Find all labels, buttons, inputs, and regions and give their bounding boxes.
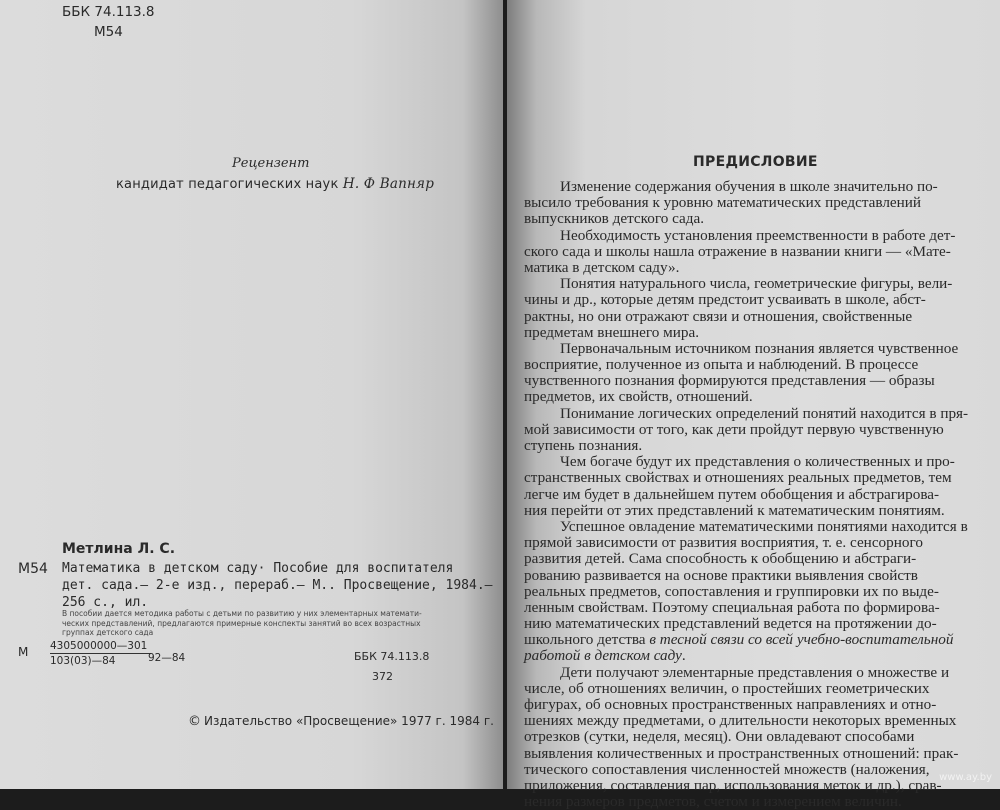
preface-line-text: выпускников детского сада. — [524, 210, 705, 228]
preface-line-text: рованию развивается на основе практики выявления свойств — [524, 566, 918, 584]
preface-line — [524, 600, 970, 616]
preface-line-text: Успешное овладение математическими понятиями находится в — [560, 517, 968, 535]
left-page — [0, 0, 503, 789]
preface-line-text: Дети получают элементарные представления о множестве и — [560, 663, 950, 681]
preface-line — [524, 487, 970, 503]
preface-line-text: Изменение содержания обучения в школе значительно по- — [560, 178, 938, 195]
preface-line — [524, 195, 970, 211]
bbk-code-bottom: ББК 74.113.8 — [354, 650, 430, 663]
reviewer-line — [116, 176, 434, 192]
annotation-line: В пособии дается методика работы с детьми по развитию у них элементарных математи- — [62, 609, 422, 618]
copyright-text: Издательство «Просвещение» 1977 г. 1984 г. — [204, 714, 494, 728]
preface-line — [524, 454, 970, 470]
preface-line-text: ленным свойствам. Поэтому специальная работа по формирова- — [524, 598, 940, 616]
preface-line — [524, 632, 970, 648]
preface-line-text: Первоначальным источником познания является чувственное — [560, 339, 959, 357]
preface-line — [524, 341, 970, 357]
preface-line — [524, 568, 970, 584]
catalog-line: 256 с., ил. — [62, 595, 149, 610]
preface-line — [524, 211, 970, 227]
preface-line — [524, 648, 970, 664]
preface-line — [524, 276, 970, 292]
preface-line-text: развития детей. Сама способность к обобщению и абстраги- — [524, 550, 917, 568]
preface-line — [524, 406, 970, 422]
preface-line — [524, 389, 970, 405]
author-mark-top: М54 — [94, 24, 123, 40]
reviewer-degree: кандидат педагогических наук — [116, 177, 339, 192]
catalog-line: Математика в детском саду· Пособие для воспитателя — [62, 561, 454, 576]
preface-line-text: чувственного познания формируются представления — образы — [524, 372, 935, 390]
preface-line-text: Понятия натурального числа, геометрические фигуры, вели- — [560, 275, 953, 293]
preface-line-text: рактны, но они отражают связи и отношения, свойственные — [524, 307, 913, 325]
preface-line — [524, 697, 970, 713]
code-letter: М — [18, 645, 29, 659]
preface-line — [524, 794, 970, 810]
preface-line — [524, 729, 970, 745]
preface-italic-text: работой в детском саду — [524, 647, 682, 665]
preface-line — [524, 438, 970, 454]
annotation-line: ческих представлений, предлагаются примерные конспекты занятий во всех возрастных — [62, 618, 421, 628]
publication-code-fraction — [50, 640, 151, 667]
preface-line — [524, 357, 970, 373]
preface-line-text: нию математических представлений ведется на протяжении до- — [524, 615, 937, 633]
preface-line — [524, 535, 970, 551]
preface-line — [524, 309, 970, 325]
preface-body — [524, 179, 970, 810]
catalog-description — [62, 560, 493, 611]
preface-line — [524, 228, 970, 244]
preface-line-text: ния перейти от этих представлений к математическим понятиям. — [524, 501, 945, 519]
annotation-line: группах детского сада — [62, 628, 154, 637]
preface-line — [524, 373, 970, 389]
preface-line — [524, 746, 970, 762]
preface-line — [524, 325, 970, 341]
preface-line-text: ского сада и школы нашла отражение в названии книги — «Мате- — [524, 242, 951, 260]
preface-line-end: . — [681, 647, 686, 665]
preface-line-text: Понимание логических определений понятий находится в пря- — [560, 404, 969, 422]
preface-line-text: странственных свойствах и отношениях реальных предметов, тем — [524, 469, 952, 487]
catalog-line: дет. сада.— 2-е изд., перераб.— М.. Просвещение, 1984.— — [62, 578, 493, 593]
preface-line — [524, 503, 970, 519]
preface-line-text: числе, об отношениях величин, о простейших геометрических — [524, 679, 930, 697]
preface-line — [524, 778, 970, 794]
preface-line — [524, 584, 970, 600]
preface-line-text: школьного детства — [524, 631, 646, 649]
preface-line — [524, 681, 970, 697]
bbk-code-top: ББК 74.113.8 — [62, 4, 155, 20]
preface-line — [524, 244, 970, 260]
reviewer-name: Н. Ф Вапняр — [342, 176, 435, 192]
preface-line-text: прямой зависимости от развития восприятия, т. е. сенсорного — [524, 534, 923, 552]
preface-line-text: мой зависимости от того, как дети пройдут первую чувственную — [524, 420, 944, 438]
preface-line — [524, 762, 970, 778]
copyright-icon: © — [188, 714, 201, 729]
preface-line-text: приложения, составления пар, использования меток и др.), срав- — [524, 776, 942, 794]
preface-line — [524, 260, 970, 276]
preface-line — [524, 470, 970, 486]
udc-number: 372 — [372, 670, 393, 683]
preface-line-text: Необходимость установления преемственности в работе дет- — [560, 226, 956, 244]
watermark: www.ay.by — [939, 772, 992, 783]
preface-line-text: восприятие, полученное из опыта и наблюдений. В процессе — [524, 356, 919, 374]
preface-line-text: выявления количественных и пространственных отношений: прак- — [524, 744, 959, 762]
preface-line-text: предметов, их свойств, отношений. — [524, 388, 753, 406]
reviewer-label: Рецензент — [232, 156, 310, 171]
preface-line-text: отрезков (сутки, неделя, месяц). Они овладевают способами — [524, 728, 915, 746]
code-denominator: 103(03)—84 — [50, 655, 116, 667]
code-numerator: 4305000000—301 — [50, 640, 151, 654]
code-suffix: 92—84 — [148, 652, 186, 664]
preface-line-text: ступень познания. — [524, 437, 643, 454]
preface-line-text: реальных предметов, сопоставления и группировки их по выде- — [524, 582, 939, 600]
preface-line — [524, 713, 970, 729]
preface-line — [524, 422, 970, 438]
preface-title: ПРЕДИСЛОВИЕ — [693, 154, 818, 170]
preface-italic-text: в тесной связи со всей учебно-воспитательной — [649, 631, 954, 649]
preface-line-text: тического сопоставления численностей множеств (наложения, — [524, 760, 930, 778]
preface-line-text: фигурах, об основных пространственных направлениях и отно- — [524, 696, 937, 713]
preface-line-text: шениях между предметами, о длительности некоторых временных — [524, 712, 957, 730]
preface-line-text: высило требования к уровню математических представлений — [524, 194, 922, 212]
preface-line-text: предметам внешнего мира. — [524, 323, 700, 341]
preface-line — [524, 292, 970, 308]
preface-line-text: чины и др., которые детям предстоит усваивать в школе, абст- — [524, 291, 926, 309]
preface-line — [524, 665, 970, 681]
copyright-line — [188, 714, 494, 729]
preface-line — [524, 519, 970, 535]
preface-line-text: легче им будет в дальнейшем путем обобщения и абстрагирова- — [524, 485, 940, 503]
preface-line — [524, 179, 970, 195]
preface-line-text: матика в детском саду». — [524, 258, 680, 276]
preface-line-text: Чем богаче будут их представления о количественных и про- — [560, 453, 955, 471]
catalog-author: Метлина Л. С. — [62, 541, 176, 557]
preface-line — [524, 616, 970, 632]
catalog-annotation — [62, 609, 472, 638]
preface-line — [524, 551, 970, 567]
preface-line-text: нения размеров предметов, счетом и измерением величин. — [524, 793, 902, 810]
catalog-author-mark: М54 — [18, 561, 48, 577]
